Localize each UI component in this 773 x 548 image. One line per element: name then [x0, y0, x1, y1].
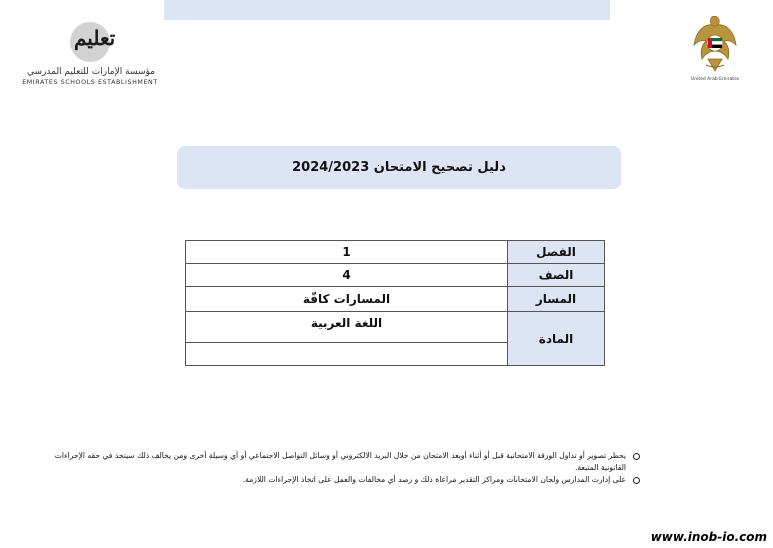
subject-extra-cell [186, 343, 508, 366]
falcon-emblem-icon [690, 15, 740, 77]
table-row [186, 241, 605, 264]
grade-label: الصف [508, 264, 605, 287]
website-watermark: www.inob-io.com [650, 530, 767, 544]
note-text: على إدارت المدارس ولجان الامتحانات ومراكز التقدير مراعاة ذلك و رصد أي مخالفات والعمل على اتخاذ الإجراءات اللازمة. [242, 475, 626, 484]
grade-value: 4 [186, 264, 508, 287]
subject-value: اللغة العربية [186, 312, 508, 343]
exam-info-table [185, 240, 605, 366]
term-value: 1 [186, 241, 508, 264]
term-label: الفصل [508, 241, 605, 264]
circle-bullet-icon [633, 453, 640, 460]
list-item [48, 450, 640, 474]
track-value: المسارات كافّة [186, 287, 508, 312]
subject-label: المادة [508, 312, 605, 366]
notes-list [48, 450, 640, 486]
top-band [164, 0, 610, 20]
table-row [186, 287, 605, 312]
logo-mark-text: تعليم [74, 26, 116, 50]
table-row [186, 312, 605, 343]
uae-emblem [690, 15, 740, 85]
list-item [48, 474, 640, 486]
circle-bullet-icon [633, 477, 640, 484]
table-row [186, 264, 605, 287]
ese-logo [22, 22, 162, 88]
title-box [177, 146, 621, 189]
document-title: دليل تصحيح الامتحان 2024/2023 [292, 160, 506, 175]
logo-arabic-name: مؤسسة الإمارات للتعليم المدرسي [27, 67, 155, 77]
logo-english-name: EMIRATES SCHOOLS ESTABLISHMENT [22, 79, 158, 86]
track-label: المسار [508, 287, 605, 312]
emblem-caption: United Arab Emirates [690, 77, 740, 82]
note-text: يحظر تصوير أو تداول الورقة الامتحانية قبل أو أثناء أوبعد الامتحان من خلال البريد الالكتروني أو وسائل التواصل الاجتماعي أو أي وسيلة أخرى ومن يخالف ذلك سيتخذ في حقه الإجراءات القانونية المتبعة. [54, 451, 626, 472]
